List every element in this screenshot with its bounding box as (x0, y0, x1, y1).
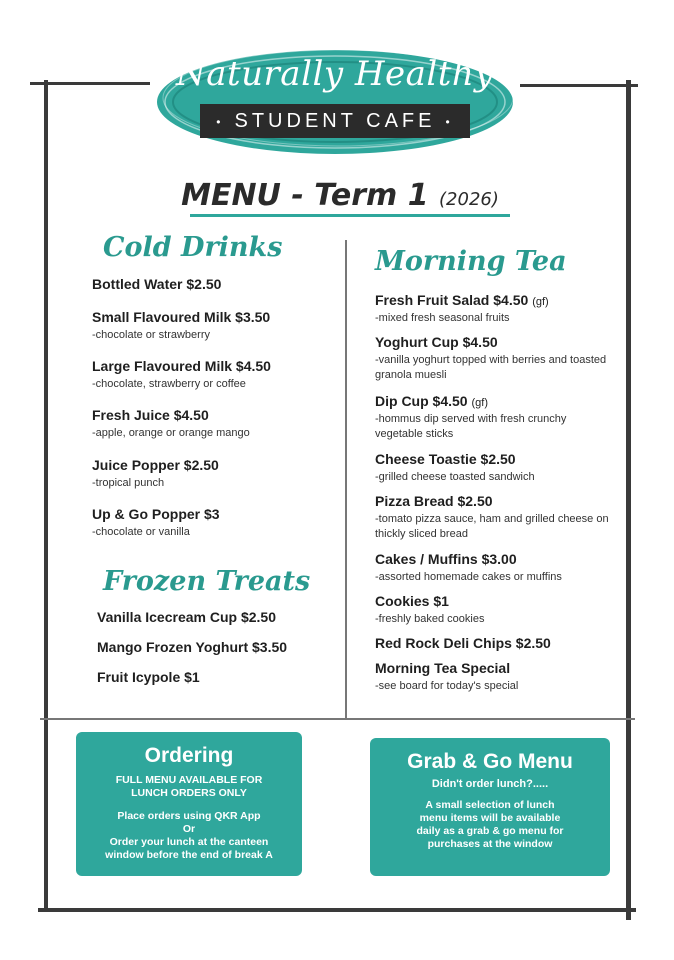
menu-item-large-flavoured-milk (92, 358, 271, 392)
item-name: Fresh Juice $4.50 (92, 407, 209, 423)
item-description: -chocolate or vanilla (92, 526, 190, 538)
item-description: -freshly baked cookies (375, 613, 485, 625)
ordering-line: Place orders using QKR App (117, 810, 261, 822)
item-name: Bottled Water $2.50 (92, 276, 222, 292)
menu-item-red-rock-deli-chips (375, 635, 551, 651)
item-description: -vanilla yoghurt topped with berries and toasted granola muesli (375, 354, 607, 381)
menu-item-small-flavoured-milk (92, 309, 270, 343)
ordering-line: Or (182, 823, 196, 835)
cafe-logo (150, 40, 520, 160)
item-name: Yoghurt Cup $4.50 (375, 334, 498, 350)
banner-bullet-left: • (216, 114, 225, 129)
item-description: -mixed fresh seasonal fruits (375, 312, 510, 324)
logo-banner (200, 104, 470, 138)
menu-item-dip-cup (375, 393, 575, 442)
ordering-line: Order your lunch at the canteen (109, 836, 269, 848)
item-name: Vanilla Icecream Cup $2.50 (97, 609, 276, 625)
morning-tea-title: Morning Tea (375, 246, 567, 277)
item-name: Large Flavoured Milk $4.50 (92, 358, 271, 374)
menu-item-cakes-muffins (375, 551, 562, 585)
frozen-treats-title: Frozen Treats (103, 566, 311, 597)
item-description: -tomato pizza sauce, ham and grilled cheese on thickly sliced bread (375, 513, 609, 540)
item-description: -apple, orange or orange mango (92, 427, 250, 439)
item-name: Fruit Icypole $1 (97, 669, 200, 685)
gluten-free-tag: (gf) (471, 397, 488, 409)
menu-heading (150, 178, 530, 213)
menu-item-juice-popper (92, 457, 219, 491)
menu-item-cheese-toastie (375, 451, 535, 485)
item-name: Mango Frozen Yoghurt $3.50 (97, 639, 288, 655)
logo-subtitle: STUDENT CAFE (234, 110, 436, 132)
item-description: -chocolate or strawberry (92, 329, 210, 341)
item-name: Pizza Bread $2.50 (375, 493, 493, 509)
ordering-line: window before the end of break A (105, 849, 273, 861)
item-name: Cakes / Muffins $3.00 (375, 551, 517, 567)
item-description: -see board for today's special (375, 680, 519, 692)
menu-item-vanilla-icecream (97, 609, 276, 625)
menu-item-pizza-bread (375, 493, 620, 542)
grab-go-question: Didn't order lunch?..... (431, 778, 549, 790)
logo-title: Naturally Healthy (175, 54, 495, 94)
item-name: Small Flavoured Milk $3.50 (92, 309, 271, 325)
menu-item-yoghurt-cup (375, 334, 615, 383)
item-description: -tropical punch (92, 477, 165, 489)
column-divider (345, 240, 347, 720)
ordering-instructions (76, 810, 302, 862)
item-description: -assorted homemade cakes or muffins (375, 571, 562, 583)
frame-bottom-border (38, 908, 636, 912)
item-name (375, 292, 549, 308)
ordering-line: FULL MENU AVAILABLE FOR (115, 774, 263, 786)
item-name-text: Dip Cup $4.50 (375, 393, 468, 409)
item-name: Up & Go Popper $3 (92, 506, 220, 522)
item-name (375, 393, 575, 409)
menu-item-bottled-water (92, 276, 221, 292)
grab-go-panel (370, 738, 610, 876)
item-name: Cookies $1 (375, 593, 449, 609)
menu-heading-main: MENU - Term 1 (181, 178, 429, 213)
menu-item-up-go-popper (92, 506, 220, 540)
menu-item-fresh-juice (92, 407, 250, 441)
item-name: Juice Popper $2.50 (92, 457, 219, 473)
item-description: -hommus dip served with fresh crunchy vegetable sticks (375, 413, 567, 440)
menu-heading-underline (190, 214, 510, 217)
ordering-note (76, 774, 302, 800)
ordering-line: LUNCH ORDERS ONLY (131, 787, 247, 799)
menu-heading-year: (2026) (439, 189, 499, 210)
section-divider (40, 718, 635, 720)
item-name-text: Fresh Fruit Salad $4.50 (375, 292, 529, 308)
menu-item-mango-frozen-yoghurt (97, 639, 287, 655)
grab-go-line: menu items will be available (419, 812, 561, 824)
item-name: Cheese Toastie $2.50 (375, 451, 516, 467)
frame-top-border (30, 82, 150, 85)
menu-item-morning-tea-special (375, 660, 518, 694)
menu-item-fresh-fruit-salad (375, 292, 549, 326)
grab-go-line: daily as a grab & go menu for (416, 825, 564, 837)
gluten-free-tag: (gf) (532, 296, 549, 308)
item-name: Morning Tea Special (375, 660, 511, 676)
item-description: -chocolate, strawberry or coffee (92, 378, 246, 390)
item-name: Red Rock Deli Chips $2.50 (375, 635, 551, 651)
grab-go-description (370, 799, 610, 851)
grab-go-line: purchases at the window (427, 838, 553, 850)
grab-go-title: Grab & Go Menu (407, 750, 573, 773)
ordering-panel (76, 732, 302, 876)
banner-bullet-right: • (445, 114, 454, 129)
grab-go-line: A small selection of lunch (425, 799, 555, 811)
frame-left-border (44, 80, 48, 912)
menu-item-cookies (375, 593, 484, 627)
item-description: -grilled cheese toasted sandwich (375, 471, 535, 483)
ordering-title: Ordering (144, 744, 234, 767)
menu-item-fruit-icypole (97, 669, 200, 685)
frame-right-border (626, 80, 631, 920)
cold-drinks-title: Cold Drinks (103, 232, 283, 263)
frame-top-border-right (520, 84, 638, 87)
